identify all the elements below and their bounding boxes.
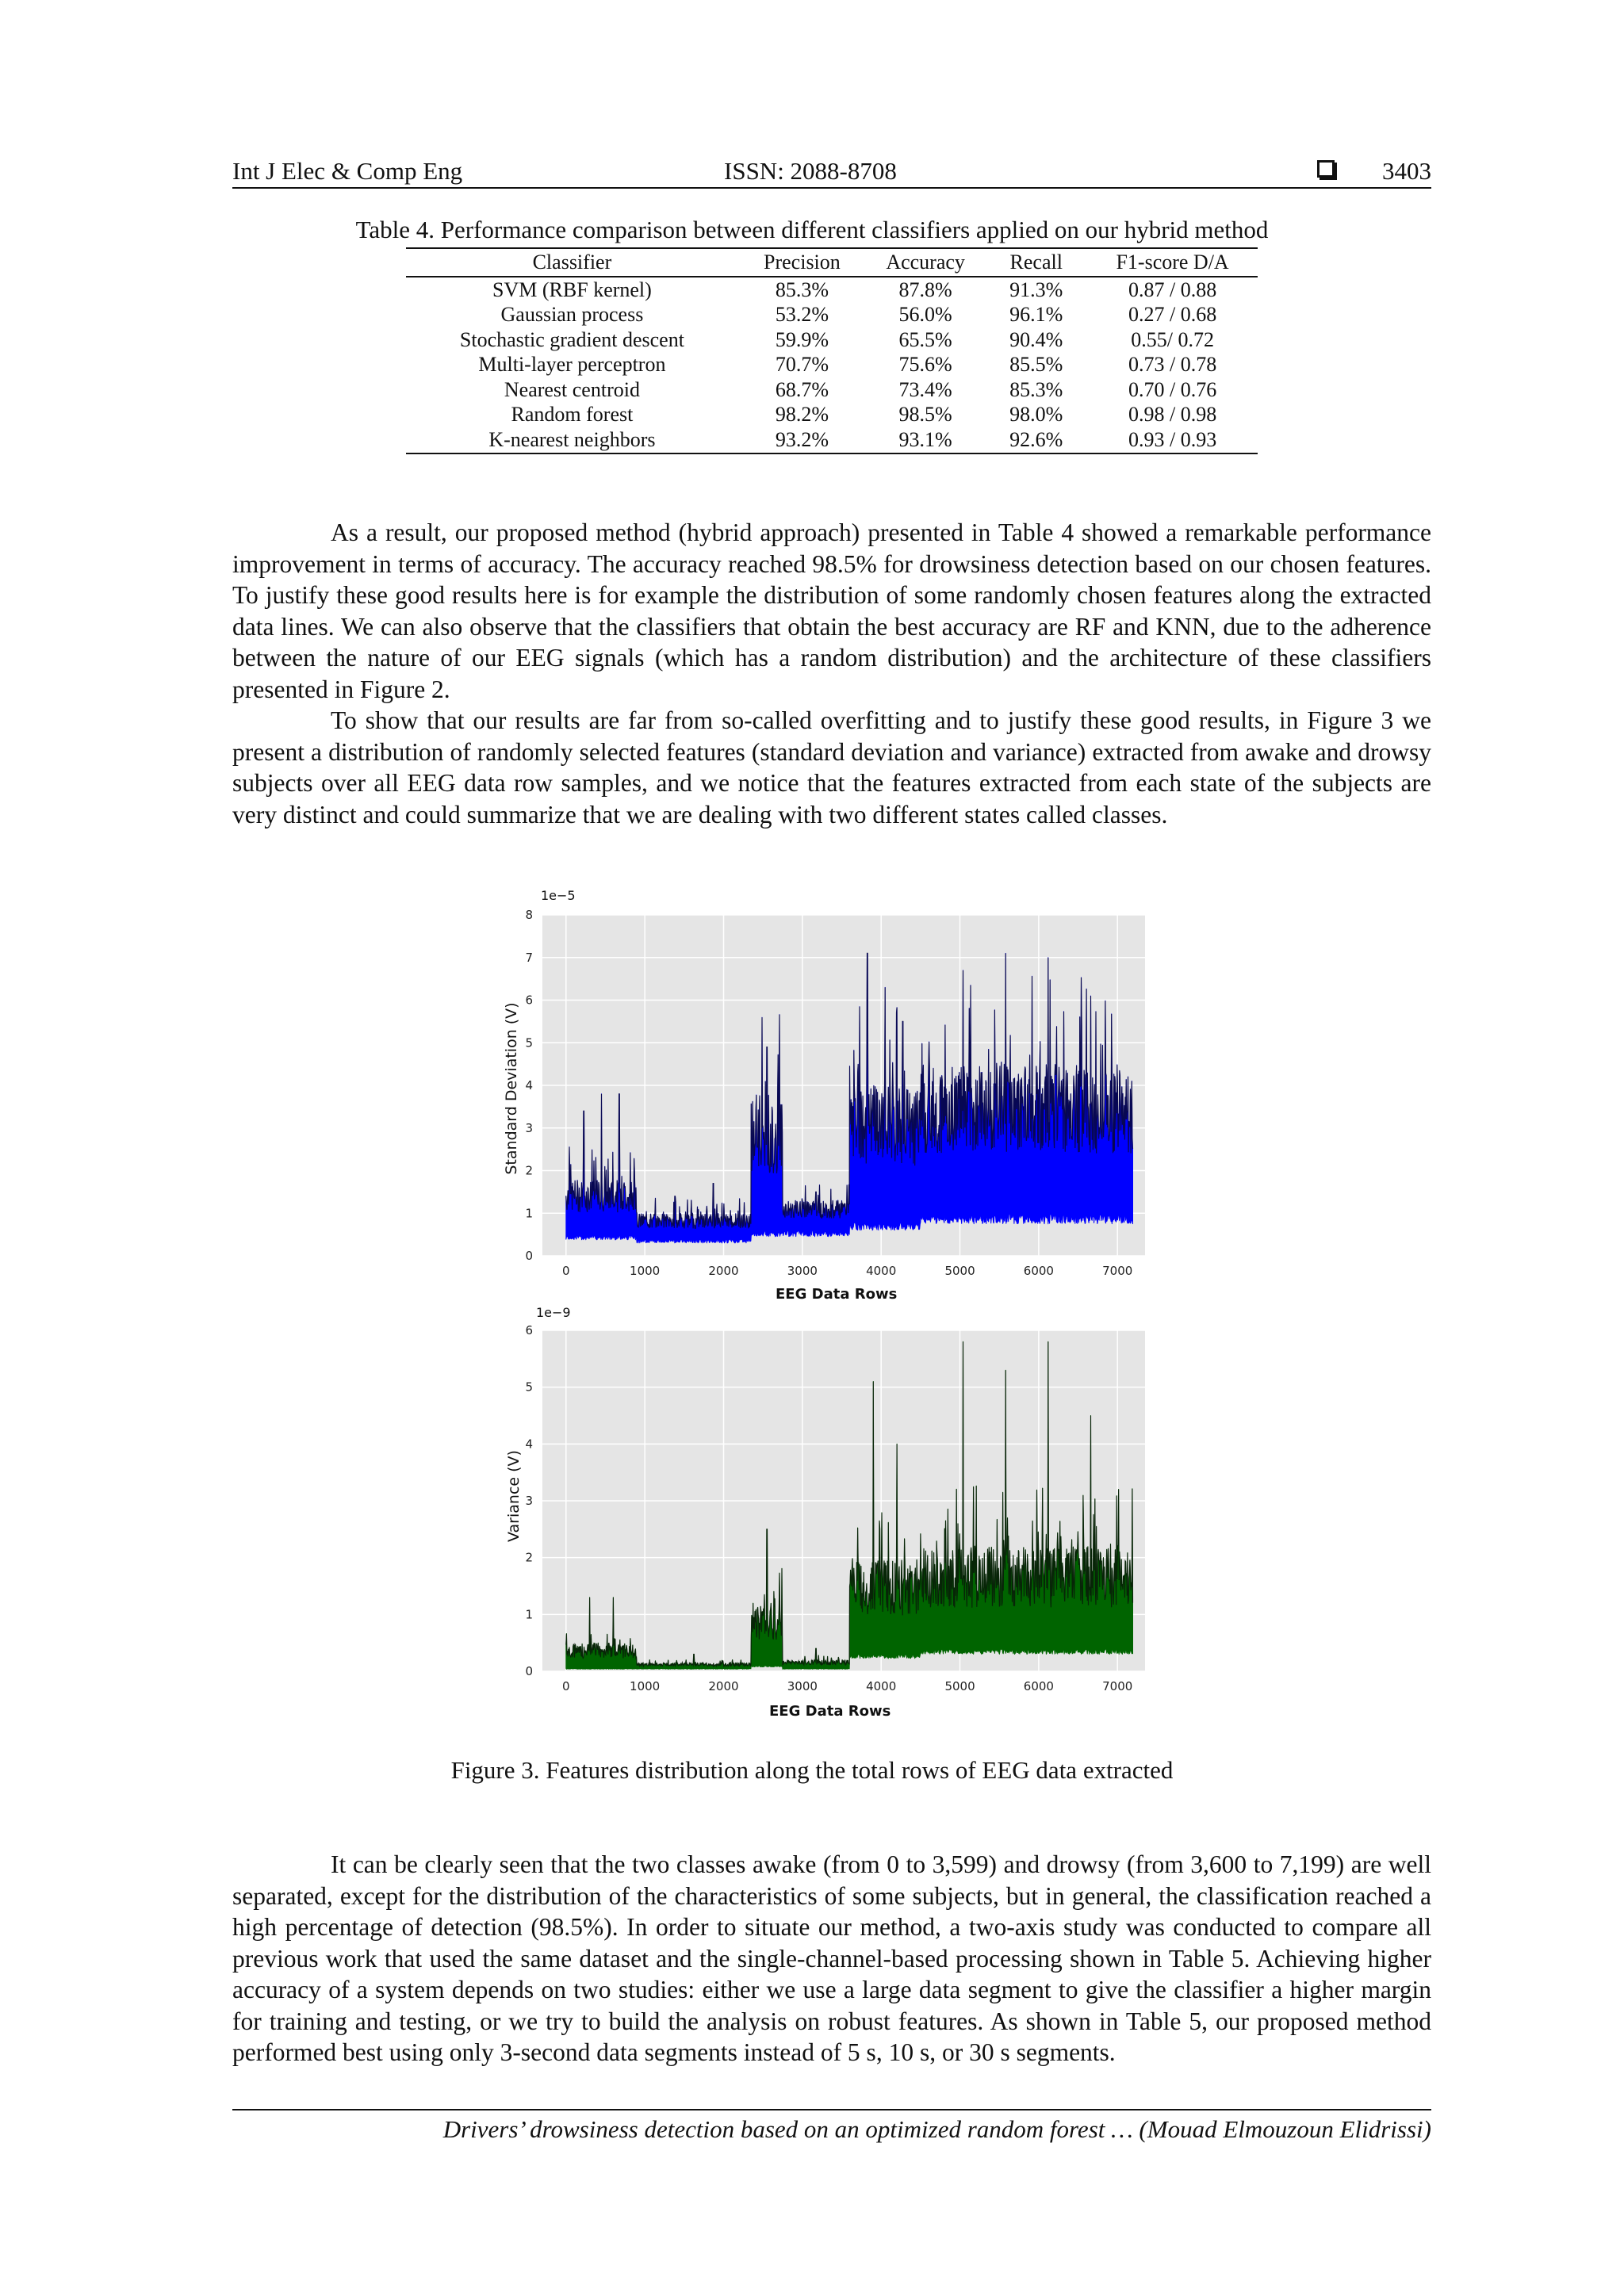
classifier-name-cell: Random forest	[511, 403, 634, 427]
x-tick-label: 1000	[630, 1264, 661, 1278]
y-tick-label: 2	[525, 1550, 533, 1565]
y-tick-label: 6	[525, 993, 533, 1008]
metric-cell: 93.2%	[738, 427, 866, 453]
y-tick-label: 3	[525, 1494, 533, 1508]
metric-cell: 53.2%	[775, 303, 829, 327]
table4-caption: Table 4. Performance comparison between different classifiers applied on our hybrid method	[355, 216, 1269, 243]
metric-cell: 98.5%	[898, 403, 952, 427]
metric-cell: 92.6%	[985, 427, 1087, 453]
table4-body	[406, 277, 1258, 453]
variance-chart	[492, 1305, 1158, 1733]
classifier-name-cell: Multi-layer perceptron	[478, 353, 666, 377]
y-tick-label: 4	[525, 1437, 533, 1452]
std-dev-chart	[492, 890, 1158, 1318]
y-tick-label: 7	[525, 950, 533, 965]
y-tick-label: 1	[525, 1206, 533, 1221]
metric-cell: 0.98 / 0.98	[1128, 403, 1217, 427]
classifier-name-cell: Nearest centroid	[504, 377, 640, 401]
column-header: F1-score D/A	[1087, 248, 1258, 277]
paragraph: As a result, our proposed method (hybrid approach) presented in Table 4 showed a remarkable performance improvement in terms of accuracy. The accuracy reached 98.5% for drowsiness detection based on our chosen features. To justify these good results here is for example the distribution of some randomly chosen features along the extracted data lines. We can also observe that the classifiers that obtain the best accuracy are RF and KNN, due to the adherence between the nature of our EEG signals (which has a random distribution) and the architecture of these classifiers presented in Figure 2.	[232, 519, 1431, 703]
classifier-name-cell: SVM (RBF kernel)	[492, 277, 652, 301]
page-number: 3403	[1382, 157, 1431, 185]
metric-cell: 98.2%	[775, 403, 829, 427]
y-tick-label: 4	[525, 1078, 533, 1093]
column-header: Recall	[985, 248, 1087, 277]
x-tick-label: 3000	[787, 1264, 818, 1278]
metric-cell: 59.9%	[775, 327, 829, 351]
classifier-name-cell: Stochastic gradient descent	[459, 327, 684, 351]
journal-name: Int J Elec & Comp Eng	[232, 157, 463, 185]
metric-cell: 85.5%	[1009, 353, 1063, 377]
metric-cell: 65.5%	[898, 327, 952, 351]
running-footer: Drivers’ drowsiness detection based on an optimized random forest … (Mouad Elmouzoun Elidrissi)	[232, 2109, 1431, 2144]
metric-cell: 93.1%	[866, 427, 985, 453]
metric-cell: 85.3%	[1009, 377, 1063, 401]
metric-cell: 0.27 / 0.68	[1128, 303, 1217, 327]
std-dev-plot	[492, 905, 1158, 1302]
metric-cell: 70.7%	[775, 353, 829, 377]
metric-cell: 68.7%	[775, 377, 829, 401]
y-tick-label: 1	[525, 1607, 533, 1622]
classifier-name-cell: Gaussian process	[500, 303, 644, 327]
table4	[406, 247, 1258, 454]
header-rule	[232, 187, 1431, 189]
metric-cell: 56.0%	[898, 303, 952, 327]
figure3-caption: Figure 3. Features distribution along the total rows of EEG data extracted	[450, 1756, 1174, 1784]
metric-cell: 75.6%	[898, 353, 952, 377]
metric-cell: 96.1%	[1009, 303, 1063, 327]
metric-cell: 0.93 / 0.93	[1087, 427, 1258, 453]
table-row	[406, 353, 1258, 378]
x-tick-label: 3000	[787, 1679, 818, 1693]
table-row	[406, 403, 1258, 428]
column-header: Classifier	[406, 248, 738, 277]
y-exponent: 1e−9	[536, 1305, 571, 1320]
issn: ISSN: 2088-8708	[724, 157, 897, 185]
running-header	[232, 151, 1431, 189]
paragraph: To show that our results are far from so-called overfitting and to justify these good results, in Figure 3 we present a distribution of randomly selected features (standard deviation and variance) extracted from awake and drowsy subjects over all EEG data row samples, and we notice that the features extracted from each state of the subjects are very distinct and could summarize that we are dealing with two different states called classes.	[232, 706, 1431, 828]
x-tick-label: 2000	[708, 1264, 739, 1278]
variance-plot	[492, 1321, 1158, 1717]
x-tick-label: 2000	[708, 1679, 739, 1693]
x-tick-label: 4000	[866, 1679, 897, 1693]
x-tick-label: 5000	[944, 1679, 975, 1693]
y-tick-label: 0	[525, 1664, 533, 1678]
table-row	[406, 427, 1258, 453]
y-exponent: 1e−5	[541, 888, 576, 903]
metric-cell: 0.70 / 0.76	[1128, 377, 1217, 401]
x-tick-label: 4000	[866, 1264, 897, 1278]
metric-cell: 90.4%	[1009, 327, 1063, 351]
metric-cell: 0.73 / 0.78	[1128, 353, 1217, 377]
table-row	[406, 303, 1258, 328]
body-text-bottom	[232, 1849, 1431, 2068]
x-tick-label: 0	[562, 1264, 570, 1278]
y-axis-label: Standard Deviation (V)	[503, 1002, 520, 1175]
y-axis-label: Variance (V)	[505, 1450, 523, 1542]
table-header-row	[406, 248, 1258, 277]
x-tick-label: 7000	[1102, 1264, 1133, 1278]
column-header: Accuracy	[866, 248, 985, 277]
x-tick-label: 5000	[944, 1264, 975, 1278]
y-tick-label: 0	[525, 1249, 533, 1263]
column-header: Precision	[738, 248, 866, 277]
x-tick-label: 1000	[630, 1679, 661, 1693]
x-tick-label: 6000	[1023, 1264, 1054, 1278]
y-tick-label: 3	[525, 1120, 533, 1135]
classifier-name-cell: K-nearest neighbors	[406, 427, 738, 453]
x-tick-label: 0	[562, 1679, 570, 1693]
y-tick-label: 2	[525, 1163, 533, 1178]
square-bullet-icon	[1317, 160, 1335, 178]
paragraph: It can be clearly seen that the two classes awake (from 0 to 3,599) and drowsy (from 3,600 to 7,199) are well separated, except for the distribution of the characteristics of some subjects, but in general, the classification reached a high percentage of detection (98.5%). In order to situate our method, a two-axis study was conducted to compare all previous work that used the same dataset and the single-channel-based processing shown in Table 5. Achieving higher accuracy of a system depends on two studies: either we use a large data segment to give the classifier a higher margin for training and testing, or we try to build the analysis on robust features. As shown in Table 5, our proposed method performed best using only 3-second data segments instead of 5 s, 10 s, or 30 s segments.	[232, 1850, 1431, 2066]
metric-cell: 0.87 / 0.88	[1128, 277, 1217, 301]
metric-cell: 91.3%	[1009, 277, 1063, 301]
y-tick-label: 5	[525, 1380, 533, 1395]
y-tick-label: 8	[525, 908, 533, 922]
table-row	[406, 377, 1258, 403]
metric-cell: 85.3%	[775, 277, 829, 301]
x-axis-label: EEG Data Rows	[769, 1703, 891, 1720]
metric-cell: 87.8%	[898, 277, 952, 301]
x-tick-label: 6000	[1023, 1679, 1054, 1693]
metric-cell: 0.55/ 0.72	[1131, 327, 1214, 351]
table-row	[406, 327, 1258, 353]
x-axis-label: EEG Data Rows	[776, 1286, 898, 1303]
body-text-top	[232, 517, 1431, 830]
y-tick-label: 6	[525, 1323, 533, 1337]
metric-cell: 98.0%	[1009, 403, 1063, 427]
x-tick-label: 7000	[1102, 1679, 1133, 1693]
y-tick-label: 5	[525, 1035, 533, 1050]
table-row	[406, 277, 1258, 303]
metric-cell: 73.4%	[898, 377, 952, 401]
